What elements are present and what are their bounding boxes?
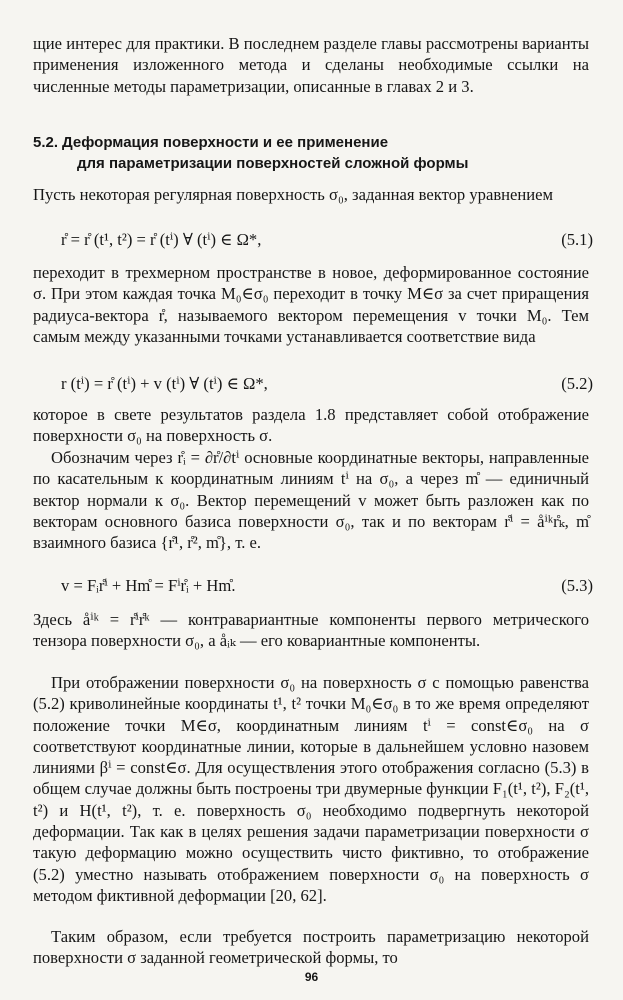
section-title-line1: Деформация поверхности и ее применение [62, 134, 389, 151]
equation-number: (5.2) [561, 374, 593, 393]
paragraph-surface-definition: Пусть некоторая регулярная поверхность σ₀, заданная вектор уравнением [33, 185, 554, 204]
equation-number: (5.1) [561, 230, 593, 249]
paragraph-basis-vectors: Обозначим через r̊ᵢ = ∂r̊/∂tⁱ основные координатные векторы, направленные по касательным к координатным линиям tⁱ на σ₀, а через m̊ — единичный вектор нормали к σ₀. Вектор перемещений v может быть разложен как по векторам основного базиса поверхности σ₀, так и по векторам r̊ⁱ = åⁱᵏr̊ₖ, m̊ взаимного базиса {r̊¹, r̊², m̊}, т. е. [33, 448, 589, 553]
equation-5-1 [33, 228, 593, 252]
page-number: 96 [304, 970, 319, 984]
section-title-line2: для параметризации поверхностей сложной формы [77, 155, 469, 172]
paragraph-deformation: переходит в трехмерном пространстве в новое, деформированное состояние σ. При этом каждая точка M₀∈σ₀ переходит в точку M∈σ за счет приращения радиуса-вектора r̊, называемого вектором перемещения v точки M₀. Тем самым между указанными точками устанавливается соответствие вида [33, 263, 589, 346]
paragraph-fictitious-deformation: При отображении поверхности σ₀ на поверхность σ с помощью равенства (5.2) криволинейные координаты t¹, t² точки M₀∈σ₀ в то же время определяют положение точки M∈σ, координатным линиям tⁱ = const∈σ₀ на σ соответствуют координатные линии, которые в дальнейшем условно назовем линиями βⁱ = const∈σ. Для осуществления этого отображения согласно (5.3) в общем случае должны быть построены три двумерные функции F₁(t¹, t²), F₂(t¹, t²) и H(t¹, t²), т. е. поверхность σ₀ необходимо подвергнуть некоторой деформации. Так как в целях решения задачи параметризации поверхности σ такую деформацию можно осуществить чисто фиктивно, то отображение (5.2) уместно называть отображением поверхности σ₀ на поверхность σ методом фиктивной деформации [20, 62]. [33, 673, 589, 905]
equation-number: (5.3) [561, 576, 593, 595]
section-heading [33, 132, 593, 174]
section-number: 5.2. [33, 134, 59, 151]
equation-5-2 [33, 372, 593, 396]
equation-formula: r̊ = r̊ (t¹, t²) = r̊ (tⁱ) ∀ (tⁱ) ∈ Ω*, [61, 230, 262, 249]
paragraph-intro-end: щие интерес для практики. В последнем разделе главы рассмотрены варианты применения изложенного метода и сделаны необходимые ссылки на численные методы параметризации, описанные в главах 2 и 3. [33, 34, 589, 96]
equation-formula: r (tⁱ) = r̊ (tⁱ) + v (tⁱ) ∀ (tⁱ) ∈ Ω*, [61, 374, 268, 393]
equation-5-3 [33, 574, 593, 598]
paragraph-metric-tensor: Здесь åⁱᵏ = r̊ⁱr̊ᵏ — контравариантные компоненты первого метрического тензора поверхности σ₀, а åᵢₖ — его ковариантные компоненты. [33, 610, 589, 651]
paragraph-conclusion: Таким образом, если требуется построить параметризацию некоторой поверхности σ заданной геометрической формы, то [33, 927, 589, 968]
paragraph-mapping: которое в свете результатов раздела 1.8 представляет собой отображение поверхности σ₀ на поверхность σ. [33, 405, 589, 446]
equation-formula: v = Fᵢr̊ⁱ + Hm̊ = Fⁱr̊ᵢ + Hm̊. [61, 576, 236, 595]
